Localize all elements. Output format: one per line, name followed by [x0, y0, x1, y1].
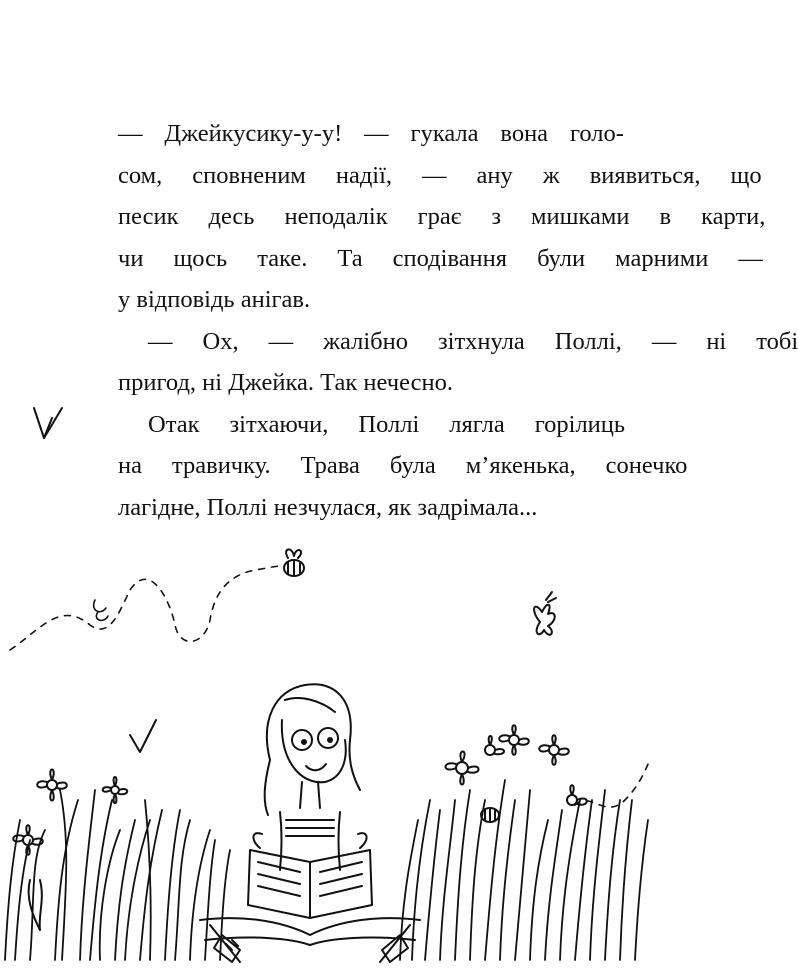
- word: горілиць: [534, 410, 626, 438]
- word: десь: [208, 203, 255, 230]
- word: ану: [476, 161, 513, 189]
- word: були: [537, 244, 586, 272]
- word: —: [422, 161, 447, 189]
- word: в: [659, 203, 672, 230]
- word: зітхаючи,: [229, 410, 329, 438]
- word: жалібно: [323, 327, 408, 355]
- word: з: [491, 203, 502, 230]
- word: —: [148, 327, 173, 355]
- word: ні: [706, 327, 727, 355]
- word: Ох,: [202, 327, 239, 355]
- word: грає: [417, 203, 462, 230]
- word: виявиться,: [589, 161, 701, 189]
- word: лягла: [449, 410, 505, 438]
- word: таке.: [257, 244, 308, 272]
- word: чи: [118, 244, 144, 272]
- bee-icon: [284, 549, 304, 576]
- word: —: [268, 327, 294, 355]
- word: Трава: [300, 452, 360, 479]
- word: гукала: [410, 120, 479, 147]
- word: —: [364, 120, 389, 147]
- flower-icon: [446, 725, 587, 805]
- word: марними: [615, 244, 709, 272]
- word: Поллі,: [554, 327, 622, 355]
- word: Отак: [148, 410, 200, 438]
- bee-flight-path: [10, 566, 282, 650]
- word: —: [738, 244, 763, 272]
- word: що: [730, 161, 762, 189]
- word: вона: [500, 120, 549, 147]
- butterfly-icon: [534, 592, 556, 635]
- word: мишками: [531, 203, 630, 230]
- word: зітхнула: [437, 327, 525, 355]
- word: на: [118, 452, 142, 479]
- word: сонечко: [605, 452, 688, 479]
- word: Поллі: [358, 410, 420, 438]
- girl-reading-icon: [200, 684, 420, 962]
- word: травичку.: [172, 452, 271, 479]
- word: тобі: [756, 327, 798, 355]
- word: щось: [173, 244, 228, 272]
- word: ж: [542, 161, 560, 189]
- text-line: у відповідь анігав.: [118, 286, 311, 313]
- text-line: лагідне, Поллі незчулася, як задрімала...: [118, 493, 538, 521]
- word: сповненим: [192, 161, 306, 189]
- text-line: пригод, ні Джейка. Так нечесно.: [118, 369, 453, 396]
- bee-icon: [481, 808, 499, 822]
- word: м’якенька,: [465, 452, 576, 479]
- word: —: [118, 120, 143, 147]
- sprout-icon: [34, 408, 62, 438]
- word: Та: [337, 244, 363, 272]
- word: сом,: [118, 161, 163, 189]
- word: Джейкусику-у-у!: [164, 120, 343, 147]
- word: песик: [118, 203, 179, 230]
- word: була: [389, 452, 436, 479]
- word: карти,: [701, 203, 766, 230]
- word: надії,: [335, 161, 393, 189]
- loop-marks: [94, 600, 108, 620]
- word: —: [651, 327, 677, 355]
- word: сподівання: [392, 244, 508, 272]
- word: голо-: [569, 120, 624, 147]
- word: неподалік: [284, 203, 388, 230]
